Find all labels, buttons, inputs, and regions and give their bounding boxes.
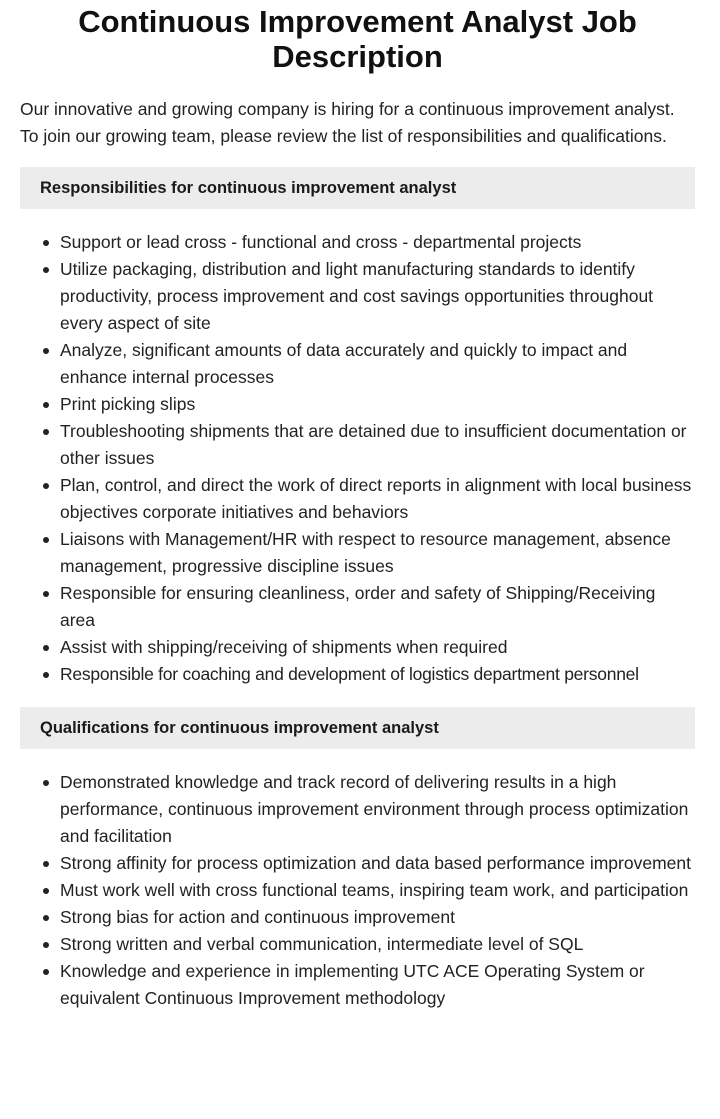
list-item: Liaisons with Management/HR with respect to resource management, absence management, progressive discipline issues bbox=[60, 526, 695, 580]
list-item: Strong affinity for process optimization and data based performance improvement bbox=[60, 850, 695, 877]
page-title: Continuous Improvement Analyst Job Description bbox=[78, 4, 637, 74]
list-item: Responsible for coaching and development of logistics department personnel bbox=[60, 661, 695, 688]
intro-paragraph: Our innovative and growing company is hiring for a continuous improvement analyst. To join our growing team, please review the list of responsibilities and qualifications. bbox=[20, 99, 675, 146]
list-item: Demonstrated knowledge and track record of delivering results in a high performance, continuous improvement environment through process optimization and facilitation bbox=[60, 769, 695, 850]
list-item: Must work well with cross functional teams, inspiring team work, and participation bbox=[60, 877, 695, 904]
list-item: Troubleshooting shipments that are detained due to insufficient documentation or other issues bbox=[60, 418, 695, 472]
list-item: Plan, control, and direct the work of direct reports in alignment with local business objectives corporate initiatives and behaviors bbox=[60, 472, 695, 526]
list-item: Analyze, significant amounts of data accurately and quickly to impact and enhance internal processes bbox=[60, 337, 695, 391]
list-item: Responsible for ensuring cleanliness, order and safety of Shipping/Receiving area bbox=[60, 580, 695, 634]
list-item: Support or lead cross - functional and cross - departmental projects bbox=[60, 229, 695, 256]
list-item: Print picking slips bbox=[60, 391, 695, 418]
responsibilities-heading: Responsibilities for continuous improvement analyst bbox=[20, 167, 695, 209]
list-item: Assist with shipping/receiving of shipments when required bbox=[60, 634, 695, 661]
qualifications-heading: Qualifications for continuous improvement analyst bbox=[20, 707, 695, 749]
responsibilities-list bbox=[20, 229, 695, 688]
list-item: Knowledge and experience in implementing UTC ACE Operating System or equivalent Continuous Improvement methodology bbox=[60, 958, 695, 1012]
list-item: Utilize packaging, distribution and light manufacturing standards to identify productivity, process improvement and cost savings opportunities throughout every aspect of site bbox=[60, 256, 695, 337]
list-item: Strong written and verbal communication, intermediate level of SQL bbox=[60, 931, 695, 958]
qualifications-list bbox=[20, 769, 695, 1012]
list-item: Strong bias for action and continuous improvement bbox=[60, 904, 695, 931]
